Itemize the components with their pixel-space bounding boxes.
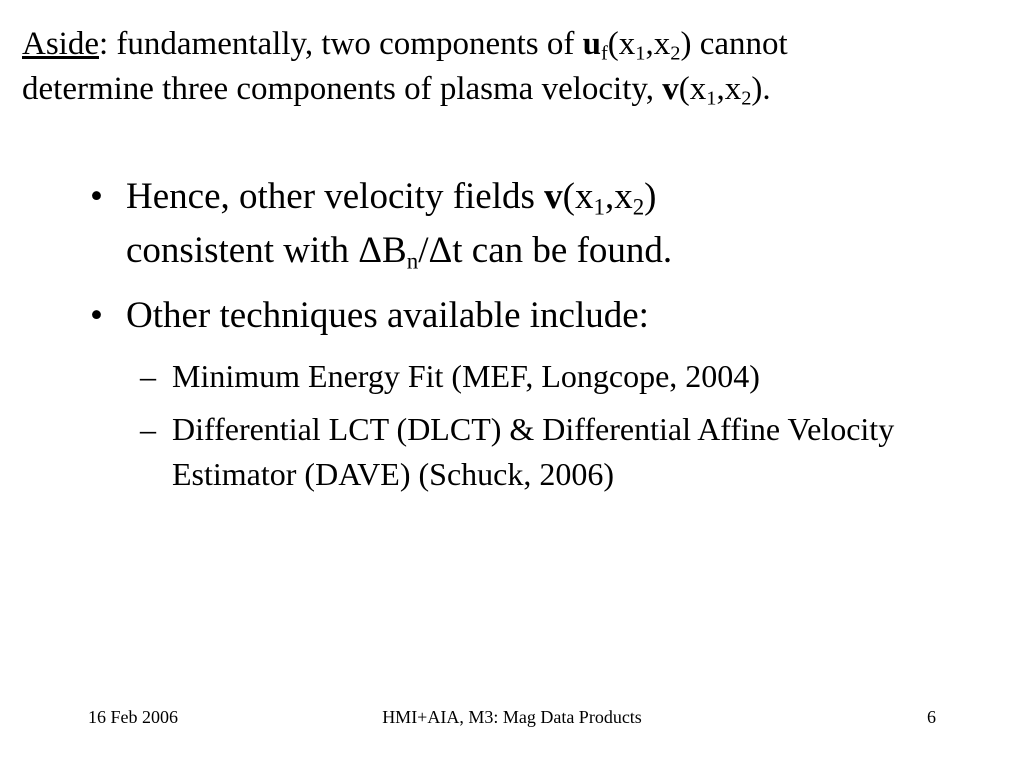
- v-variable: v: [544, 176, 563, 217]
- sub-bullet-item: [90, 354, 990, 399]
- footer-date: 16 Feb 2006: [88, 707, 178, 727]
- slide-body: [90, 170, 990, 505]
- bullet-marker: •: [90, 295, 103, 336]
- sub-bullet-text: Minimum Energy Fit (MEF, Longcope, 2004): [172, 358, 760, 394]
- dash-marker: –: [140, 411, 156, 447]
- bullet-line: Hence, other velocity fields $v(x_1,x_2)$: [126, 176, 657, 220]
- sub-bullet-text: Differential LCT (DLCT) & Differential Affine Velocity Estimator (DAVE) (Schuck, 2006): [172, 411, 895, 492]
- bullet-item: [90, 170, 990, 278]
- sub-bullet-item: [90, 407, 990, 497]
- v-variable: v: [662, 71, 679, 107]
- title-line-1: Aside: fundamentally, two components of $u_f(x_1,x_2)$ cannot: [22, 26, 788, 65]
- page-number: 6: [927, 707, 936, 727]
- bullet-item: [90, 289, 990, 343]
- dash-marker: –: [140, 358, 156, 394]
- bullet-text: Other techniques available include:: [126, 295, 649, 336]
- bullet-line: consistent with $\Delta B_n/\Delta t$ can be found.: [126, 230, 673, 274]
- slide-title: [22, 22, 1002, 112]
- aside-label: Aside: [22, 26, 99, 62]
- bullet-marker: •: [90, 176, 103, 217]
- title-line-2: determine three components of plasma velocity, $v(x_1,x_2)$.: [22, 71, 771, 110]
- u-variable: u: [582, 26, 601, 62]
- footer-title: HMI+AIA, M3: Mag Data Products: [382, 707, 642, 727]
